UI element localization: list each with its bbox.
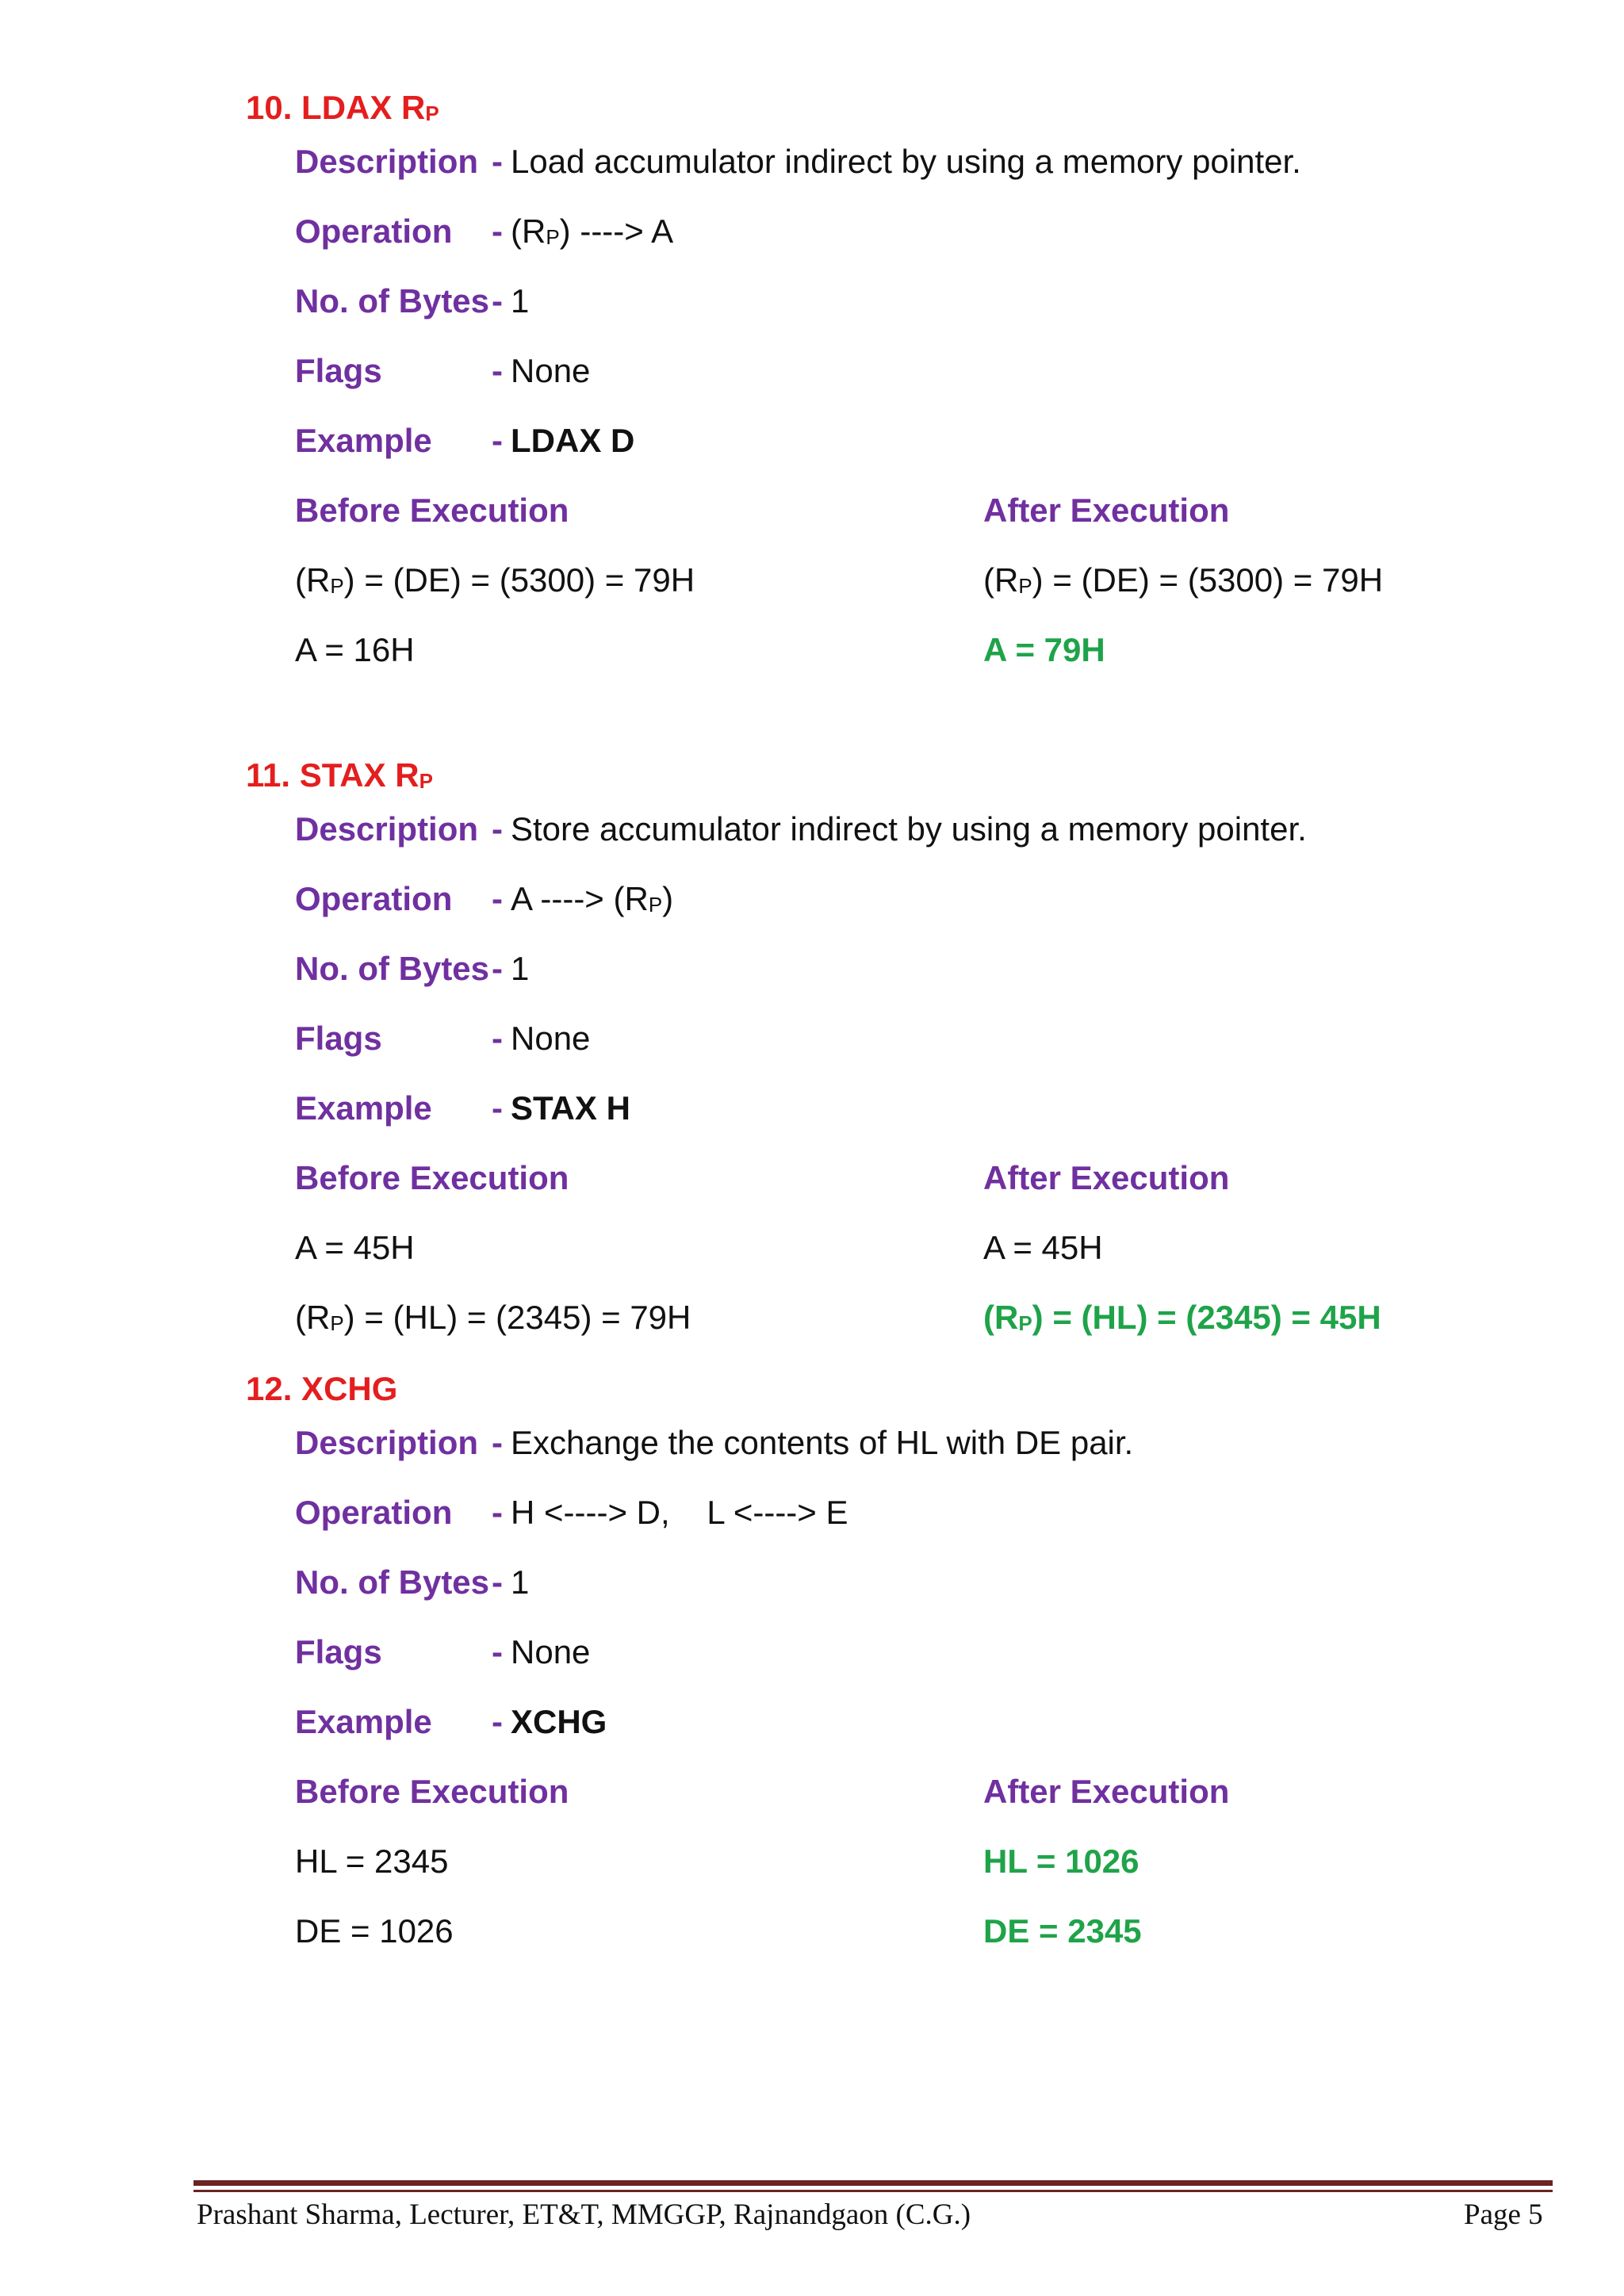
before-execution-label: Before Execution <box>295 1159 569 1196</box>
operation-row: Operation - A ----> (RP) <box>295 880 674 917</box>
footer-divider <box>193 2180 1553 2186</box>
description-row: Description - Store accumulator indirect by using a memory pointer. <box>295 810 1307 848</box>
description-row: Description - Load accumulator indirect by using a memory pointer. <box>295 143 1301 180</box>
before-line-2: DE = 1026 <box>295 1912 454 1950</box>
operation-row: Operation - H <----> D, L <----> E <box>295 1494 848 1531</box>
section-heading-xchg: 12. XCHG <box>246 1370 398 1407</box>
description-label: Description <box>295 143 479 180</box>
description-label: Description <box>295 810 479 848</box>
flags-label: Flags <box>295 352 382 389</box>
before-line-2: (RP) = (HL) = (2345) = 79H <box>295 1299 691 1336</box>
operation-text: (RP) ----> A <box>511 212 674 250</box>
bytes-value: 1 <box>511 1563 530 1601</box>
example-label: Example <box>295 422 432 459</box>
section-heading-ldax: 10. LDAX RP <box>246 89 439 126</box>
description-text: Store accumulator indirect by using a memory pointer. <box>511 810 1307 848</box>
operation-label: Operation <box>295 880 453 917</box>
example-value: STAX H <box>511 1089 630 1127</box>
flags-value: None <box>511 352 591 389</box>
before-line-1: HL = 2345 <box>295 1843 449 1880</box>
flags-value: None <box>511 1020 591 1057</box>
description-row: Description - Exchange the contents of HL with DE pair. <box>295 1424 1134 1461</box>
after-execution-label: After Execution <box>983 492 1230 529</box>
flags-row: Flags - None <box>295 1020 591 1057</box>
bytes-row: No. of Bytes- 1 <box>295 282 530 320</box>
after-execution-label: After Execution <box>983 1159 1230 1196</box>
operation-label: Operation <box>295 212 453 250</box>
example-label: Example <box>295 1703 432 1740</box>
description-text: Load accumulator indirect by using a memory pointer. <box>511 143 1301 180</box>
flags-value: None <box>511 1633 591 1670</box>
after-execution-label: After Execution <box>983 1773 1230 1810</box>
before-line-1: (RP) = (DE) = (5300) = 79H <box>295 561 695 599</box>
description-text: Exchange the contents of HL with DE pair. <box>511 1424 1134 1461</box>
after-line-2: DE = 2345 <box>983 1912 1142 1950</box>
before-line-2: A = 16H <box>295 631 415 668</box>
operation-text: A ----> (RP) <box>511 880 674 917</box>
before-execution-label: Before Execution <box>295 1773 569 1810</box>
page-number: Page 5 <box>1464 2198 1543 2231</box>
after-line-1: HL = 1026 <box>983 1843 1139 1880</box>
operation-label: Operation <box>295 1494 453 1531</box>
example-value: XCHG <box>511 1703 607 1740</box>
example-row: Example - LDAX D <box>295 422 635 459</box>
example-value: LDAX D <box>511 422 635 459</box>
bytes-row: No. of Bytes- 1 <box>295 1563 530 1601</box>
example-row: Example - STAX H <box>295 1089 630 1127</box>
before-line-1: A = 45H <box>295 1229 415 1266</box>
description-label: Description <box>295 1424 479 1461</box>
after-line-2: A = 79H <box>983 631 1105 668</box>
example-row: Example - XCHG <box>295 1703 607 1740</box>
bytes-label: No. of Bytes <box>295 1563 490 1601</box>
bytes-value: 1 <box>511 282 530 320</box>
footer-divider-thin <box>193 2190 1553 2192</box>
flags-row: Flags - None <box>295 352 591 389</box>
section-heading-stax: 11. STAX RP <box>246 756 433 794</box>
before-execution-label: Before Execution <box>295 492 569 529</box>
after-line-1: A = 45H <box>983 1229 1103 1266</box>
flags-row: Flags - None <box>295 1633 591 1670</box>
operation-text: H <----> D, L <----> E <box>511 1494 848 1531</box>
footer-author: Prashant Sharma, Lecturer, ET&T, MMGGP, Rajnandgaon (C.G.) <box>197 2198 971 2231</box>
flags-label: Flags <box>295 1633 382 1670</box>
bytes-row: No. of Bytes- 1 <box>295 950 530 987</box>
bytes-label: No. of Bytes <box>295 282 490 320</box>
example-label: Example <box>295 1089 432 1127</box>
after-line-1: (RP) = (DE) = (5300) = 79H <box>983 561 1384 599</box>
flags-label: Flags <box>295 1020 382 1057</box>
operation-row: Operation - (RP) ----> A <box>295 212 674 250</box>
bytes-value: 1 <box>511 950 530 987</box>
after-line-2: (RP) = (HL) = (2345) = 45H <box>983 1299 1381 1336</box>
bytes-label: No. of Bytes <box>295 950 490 987</box>
